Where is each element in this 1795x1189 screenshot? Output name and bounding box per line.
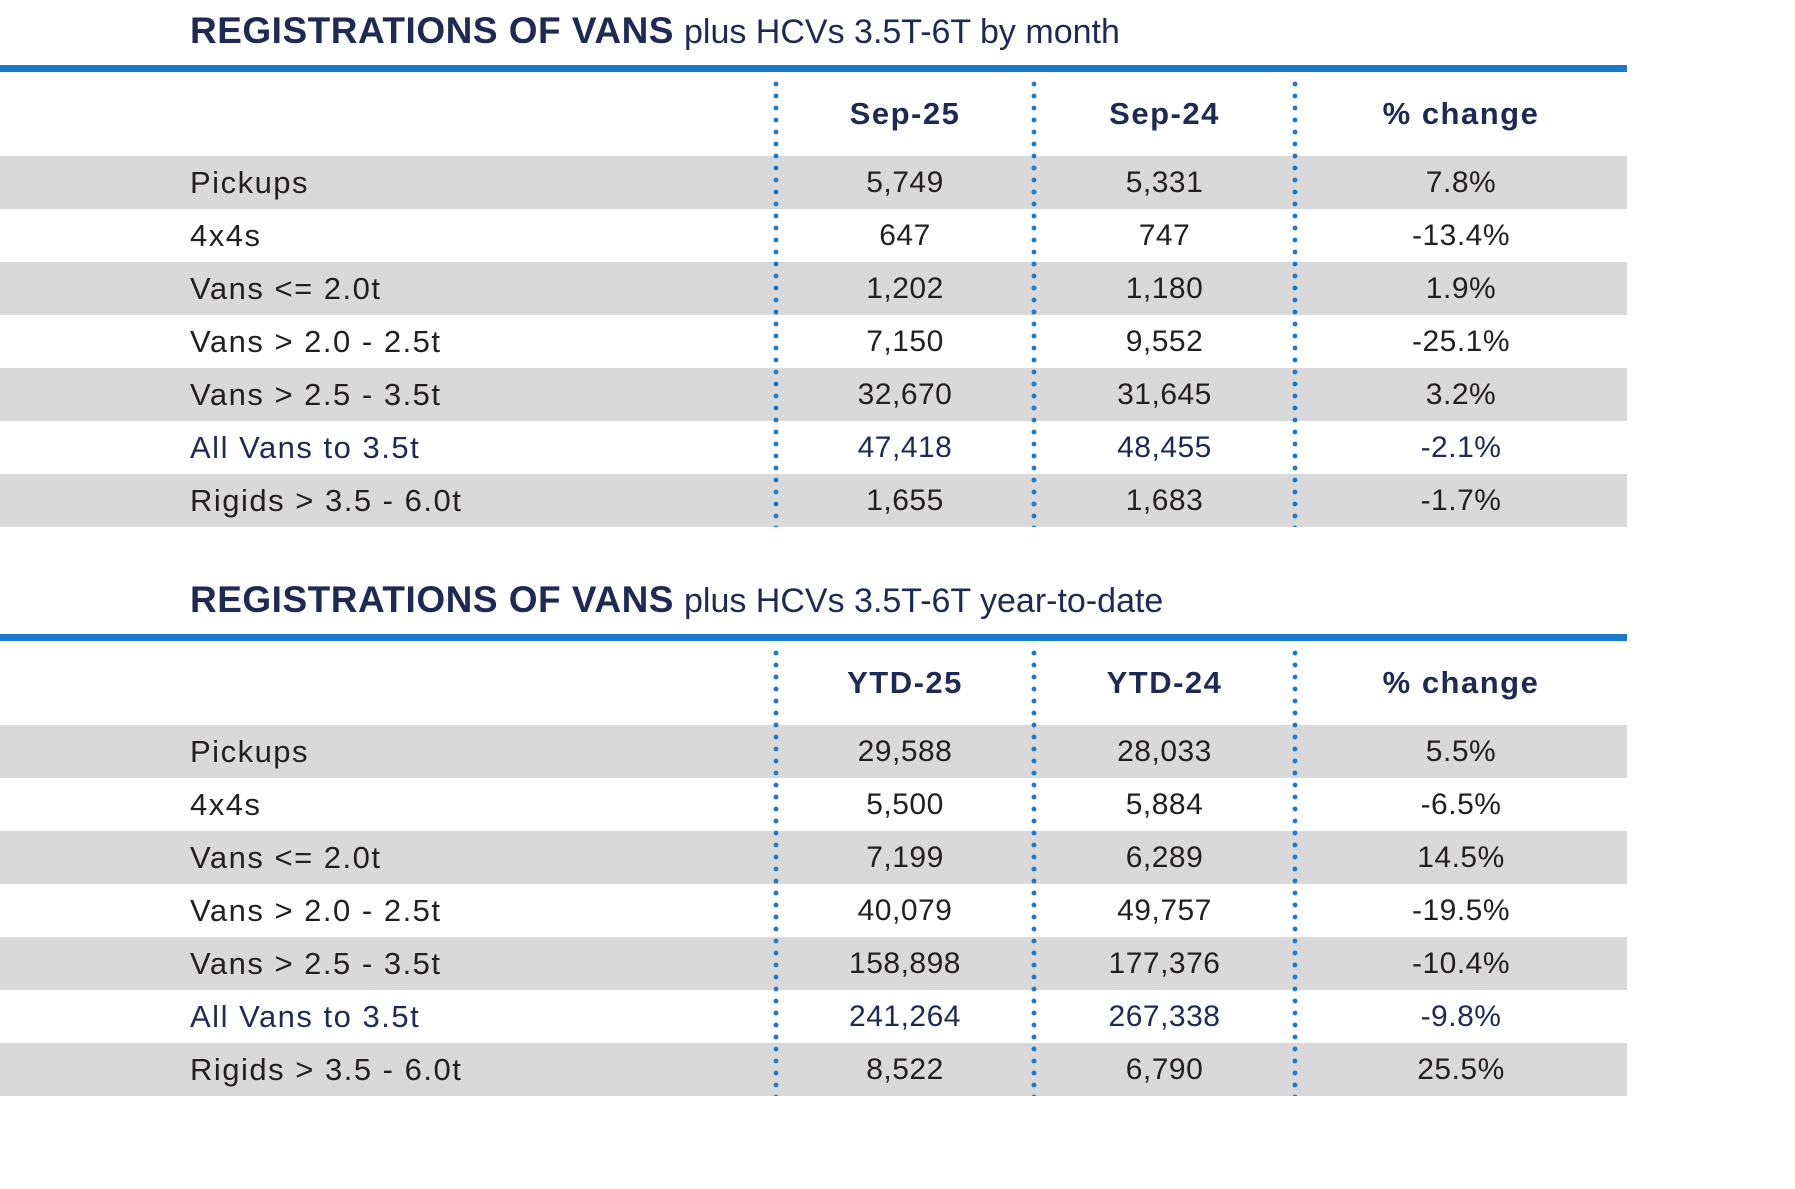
value-change: 3.2%: [1425, 377, 1497, 411]
ytd-table: [0, 641, 1627, 1096]
table-row: [0, 778, 1627, 831]
value-previous: 747: [1138, 218, 1191, 252]
value-current: 241,264: [849, 999, 961, 1033]
value-current: 32,670: [857, 377, 953, 411]
value-previous: 28,033: [1117, 734, 1212, 768]
title-subtitle-text: plus HCVs 3.5T-6T year-to-date: [683, 582, 1164, 620]
column-divider: [1031, 647, 1037, 1096]
value-change: -10.4%: [1411, 946, 1511, 980]
header-previous-period: YTD-24: [1106, 665, 1223, 700]
value-current: 40,079: [857, 893, 953, 927]
column-divider: [1292, 78, 1298, 527]
monthly-table: [0, 72, 1627, 527]
ytd-registrations-section: [0, 527, 1795, 1096]
row-label: 4x4s: [190, 786, 262, 822]
value-change: -2.1%: [1420, 430, 1502, 464]
section-title-ytd: [0, 527, 1795, 624]
table-row: [0, 831, 1627, 884]
column-divider: [773, 647, 779, 1096]
header-percent-change: % change: [1382, 96, 1540, 131]
value-previous: 5,331: [1125, 165, 1204, 199]
title-bold-text: REGISTRATIONS OF VANS: [190, 10, 674, 51]
value-previous: 1,180: [1125, 271, 1204, 305]
table-row: [0, 315, 1627, 368]
table-row-total: [0, 421, 1627, 474]
row-label: All Vans to 3.5t: [190, 429, 421, 465]
value-change: -19.5%: [1411, 893, 1511, 927]
table-row: [0, 725, 1627, 778]
row-label: Vans > 2.5 - 3.5t: [190, 376, 442, 412]
table-row: [0, 209, 1627, 262]
title-subtitle-text: plus HCVs 3.5T-6T by month: [683, 13, 1120, 51]
value-current: 7,150: [866, 324, 944, 358]
row-label: Vans > 2.0 - 2.5t: [190, 892, 442, 928]
table-row: [0, 474, 1627, 527]
table-row: [0, 937, 1627, 990]
value-previous: 48,455: [1117, 430, 1212, 464]
value-previous: 49,757: [1117, 893, 1212, 927]
section-title-monthly: [0, 0, 1795, 55]
table-row-total: [0, 990, 1627, 1043]
row-label: Rigids > 3.5 - 6.0t: [190, 1051, 463, 1087]
value-change: -25.1%: [1411, 324, 1511, 358]
column-divider: [1031, 78, 1037, 527]
value-change: 5.5%: [1425, 734, 1497, 768]
row-label: Pickups: [190, 733, 310, 769]
value-current: 158,898: [849, 946, 961, 980]
value-current: 5,749: [866, 165, 944, 199]
row-label: All Vans to 3.5t: [190, 998, 421, 1034]
row-label: Vans <= 2.0t: [190, 839, 382, 875]
value-previous: 1,683: [1125, 483, 1204, 517]
value-current: 1,202: [866, 271, 944, 305]
title-bold-text: REGISTRATIONS OF VANS: [190, 579, 674, 620]
table-header-row: [0, 641, 1627, 725]
value-previous: 31,645: [1117, 377, 1212, 411]
value-change: -9.8%: [1420, 999, 1502, 1033]
header-previous-period: Sep-24: [1109, 96, 1220, 131]
value-previous: 6,289: [1125, 840, 1204, 874]
header-percent-change: % change: [1382, 665, 1540, 700]
value-current: 5,500: [866, 787, 944, 821]
value-current: 8,522: [866, 1052, 944, 1086]
value-previous: 177,376: [1108, 946, 1221, 980]
value-current: 29,588: [857, 734, 953, 768]
header-current-period: YTD-25: [847, 665, 963, 700]
value-change: 14.5%: [1417, 840, 1505, 874]
table-row: [0, 368, 1627, 421]
value-previous: 9,552: [1125, 324, 1204, 358]
value-previous: 6,790: [1125, 1052, 1204, 1086]
row-label: Vans > 2.0 - 2.5t: [190, 323, 442, 359]
value-previous: 267,338: [1108, 999, 1221, 1033]
value-change: -6.5%: [1420, 787, 1502, 821]
column-divider: [1292, 647, 1298, 1096]
table-row: [0, 1043, 1627, 1096]
row-label: Rigids > 3.5 - 6.0t: [190, 482, 463, 518]
value-current: 47,418: [857, 430, 953, 464]
row-label: 4x4s: [190, 217, 262, 253]
row-label: Vans > 2.5 - 3.5t: [190, 945, 442, 981]
value-change: 1.9%: [1425, 271, 1497, 305]
value-change: -13.4%: [1411, 218, 1511, 252]
header-current-period: Sep-25: [849, 96, 961, 131]
title-underline-rule: [0, 634, 1627, 641]
value-change: 25.5%: [1417, 1052, 1505, 1086]
value-change: 7.8%: [1425, 165, 1497, 199]
row-label: Pickups: [190, 164, 310, 200]
value-current: 7,199: [866, 840, 944, 874]
table-row: [0, 884, 1627, 937]
table-row: [0, 262, 1627, 315]
column-divider: [773, 78, 779, 527]
value-change: -1.7%: [1420, 483, 1502, 517]
value-current: 1,655: [866, 483, 944, 517]
value-previous: 5,884: [1125, 787, 1204, 821]
monthly-registrations-section: [0, 0, 1795, 527]
table-row: [0, 156, 1627, 209]
title-underline-rule: [0, 65, 1627, 72]
row-label: Vans <= 2.0t: [190, 270, 382, 306]
value-current: 647: [879, 218, 931, 252]
table-header-row: [0, 72, 1627, 156]
